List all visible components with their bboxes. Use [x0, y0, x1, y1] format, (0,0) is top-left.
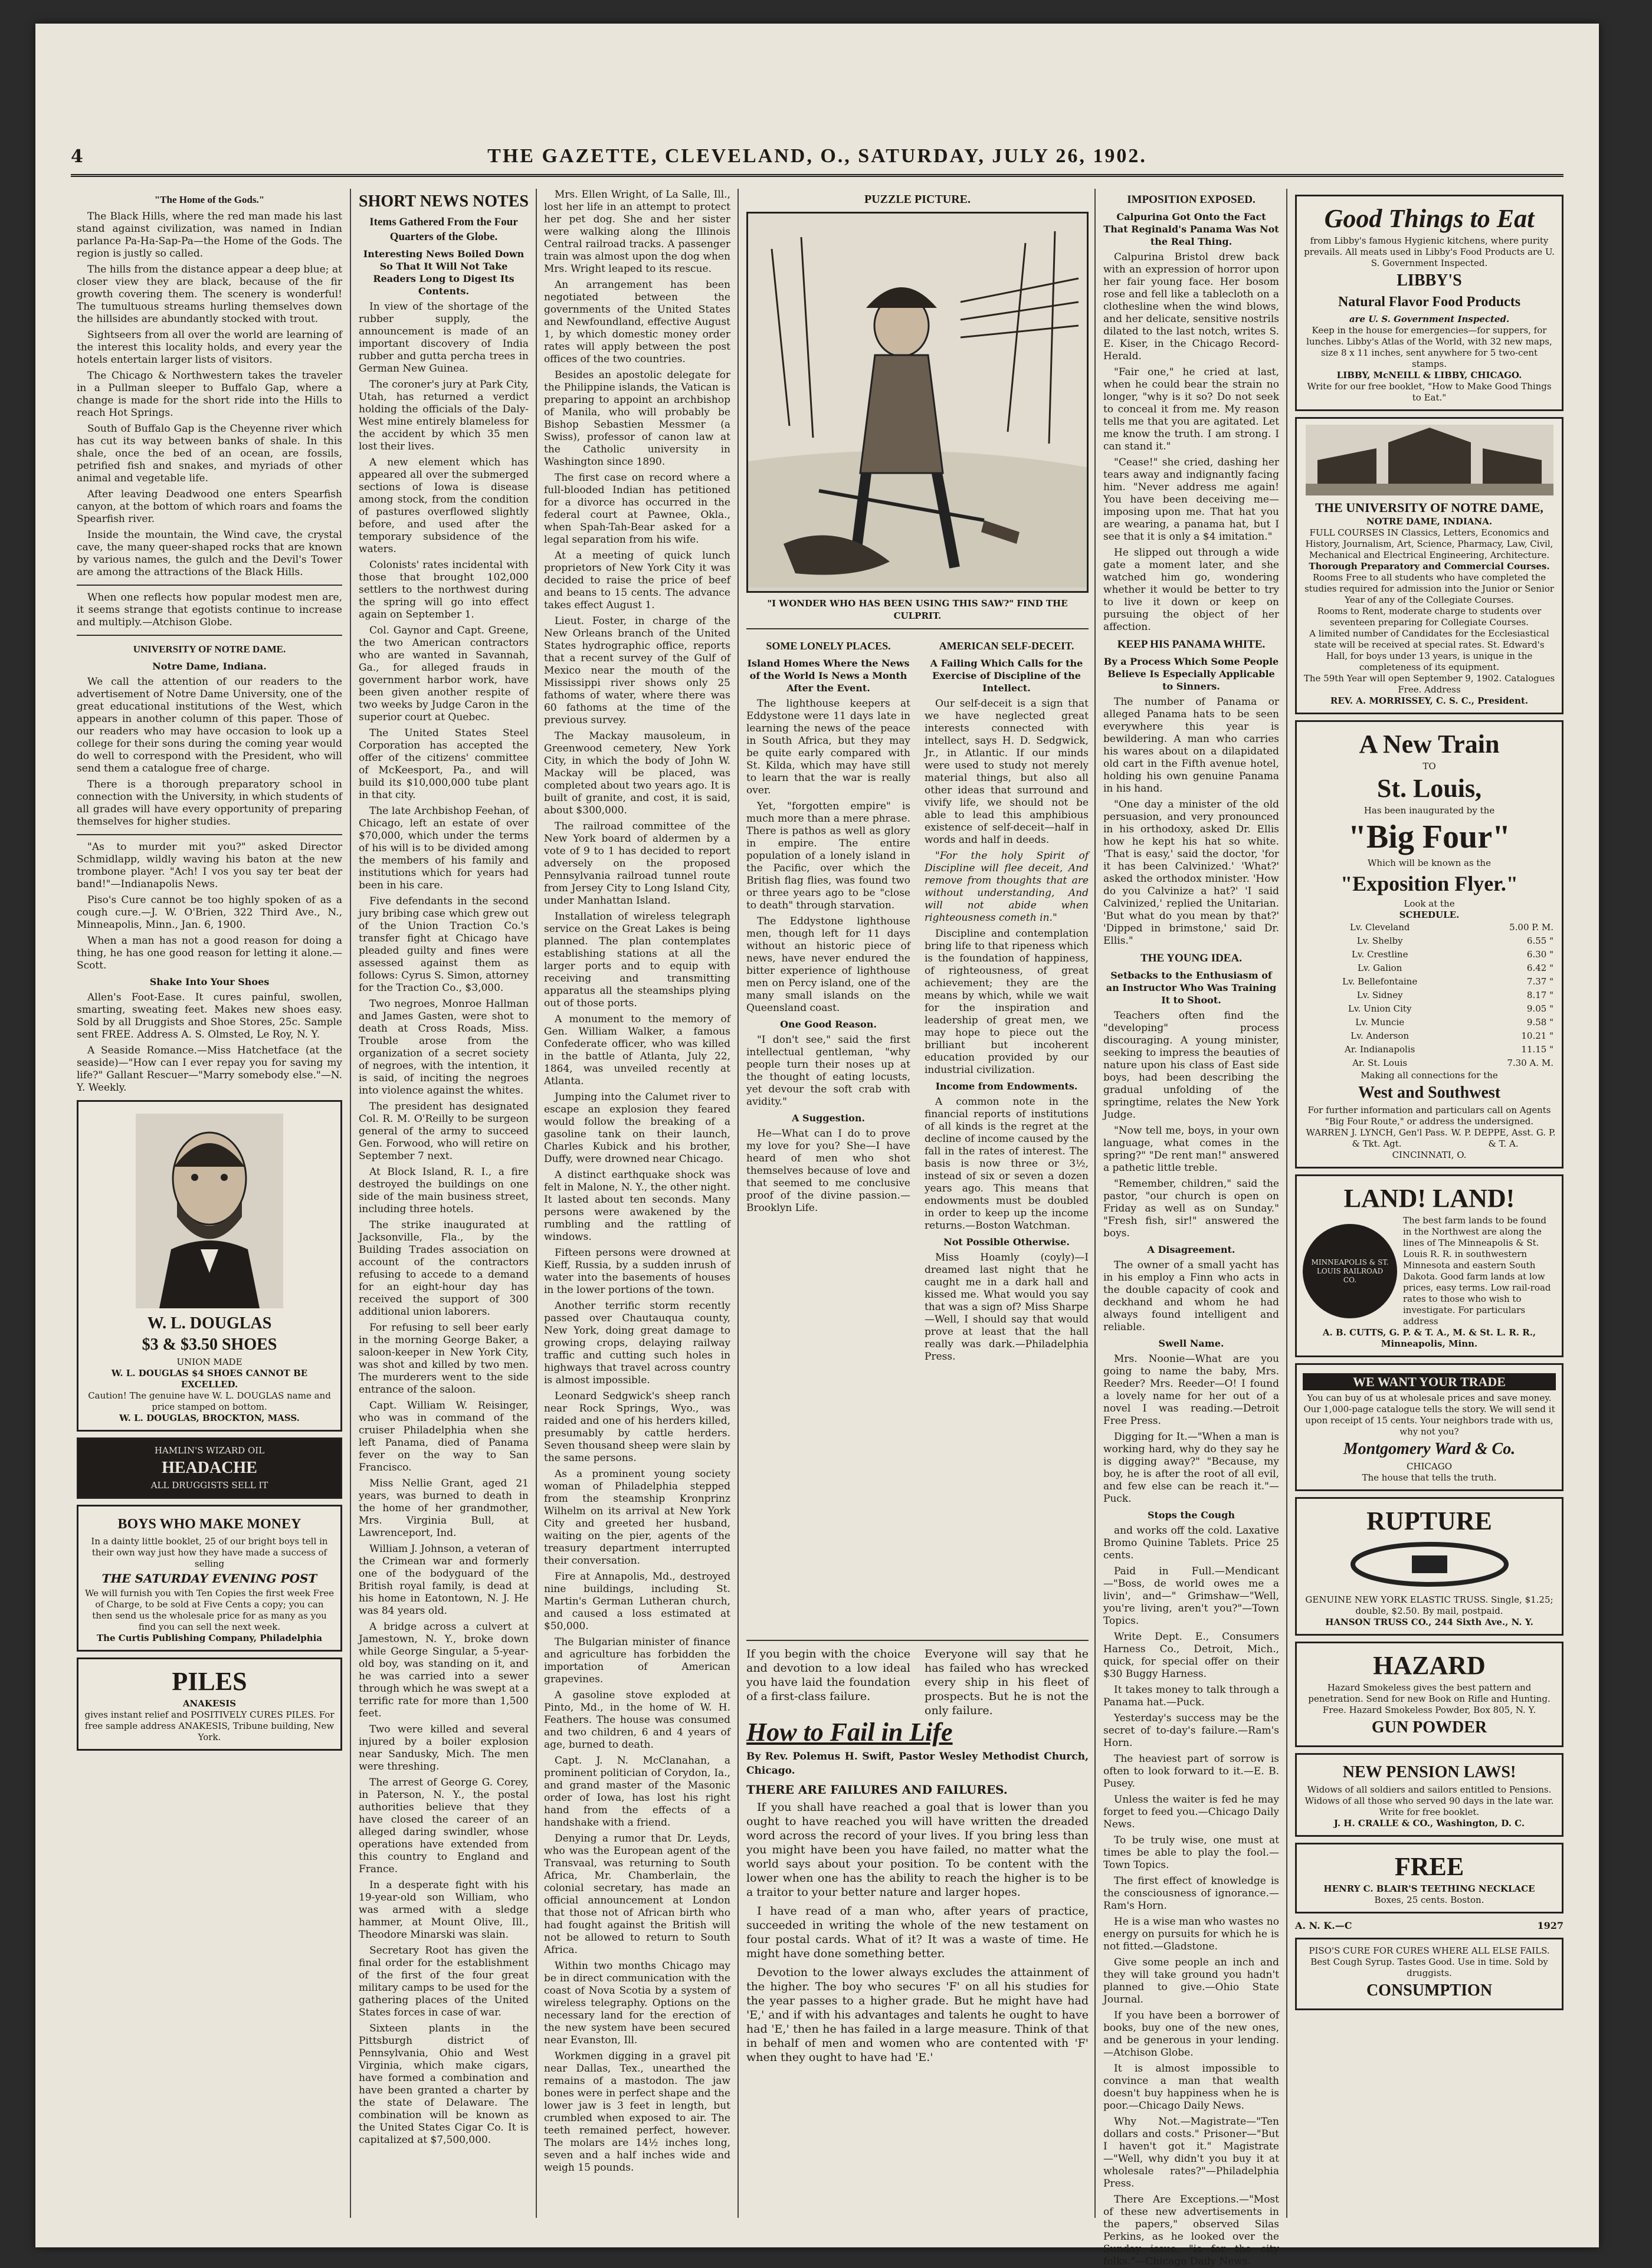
- schedule-station: Lv. Shelby: [1356, 936, 1403, 946]
- paragraph: He is a wise man who wastes no energy on pursuits for which he is not fitted.—Gladstone.: [1103, 1916, 1279, 1952]
- article-title: KEEP HIS PANAMA WHITE.: [1117, 638, 1266, 651]
- printer-code: [1295, 1919, 1564, 1932]
- ad-line: HAMLIN'S WIZARD OIL: [154, 1445, 265, 1456]
- ad-text: The best farm lands to be found in the Northwest are along the lines of The Minneapolis & St. Louis R. R. in southwestern Minnesota and eastern South Dakota. Good farm lands at low prices, easy terms. Low rail-road rates to those who wish to investigate. For particulars address: [1403, 1215, 1551, 1327]
- paragraph: Capt. J. N. McClanahan, a prominent politician of Corydon, Ia., and grand master of the Masonic order of Iowa, has lost his right hand from the effects of a handshake with a friend.: [544, 1755, 730, 1829]
- ad-headline: HEADACHE: [162, 1459, 257, 1477]
- paragraph: Two were killed and several injured by a boiler explosion near Sandusky, Mich. The men were threshing.: [359, 1724, 529, 1773]
- ad-headline: BOYS WHO MAKE MONEY: [117, 1517, 301, 1532]
- paragraph: When one reflects how popular modest men are, it seems strange that egotists continue to increase and multiply.—Atchison Globe.: [77, 592, 342, 628]
- paragraph: If you shall have reached a goal that is lower than you ought to have reached you will have written the dreaded word across the record of your lives. If you bring less than you might have been you have failed, no matter what the world says about your position. To be content with the lower when one has the ability to reach the higher is to be a traitor to your better nature and larger hopes.: [746, 1801, 1089, 1899]
- separator: [746, 628, 1089, 629]
- paragraph: The United States Steel Corporation has accepted the offer of the citizens' committee of McKeesport, Pa., and will build its $10,000,000 tube plant in that city.: [359, 727, 529, 801]
- ad-company: J. H. CRALLE & CO., Washington, D. C.: [1333, 1818, 1525, 1829]
- paragraph: William J. Johnson, a veteran of the Crimean war and formerly one of the bodyguard of the British royal family, is dead at his home in Eatontown, N. J. He was 84 years old.: [359, 1543, 529, 1617]
- paragraph: Denying a rumor that Dr. Leyds, who was the European agent of the Transvaal, was returning to South Africa, Mr. Chamberlain, the colonial secretary, has made an official announcement at London that those not of African birth who had fought against the British will not be allowed to return to South Africa.: [544, 1833, 730, 1956]
- schedule-station: Lv. Cleveland: [1349, 922, 1410, 933]
- ad-headline: FREE: [1394, 1852, 1464, 1881]
- schedule-row: [1303, 1029, 1556, 1043]
- article-subtitle: A Failing Which Calls for the Exercise of Discipline of the Intellect.: [930, 658, 1083, 694]
- paragraph: A monument to the memory of Gen. William Walker, a famous Confederate officer, who was killed in the battle of Atlanta, July 22, 1864, was unveiled recently at Atlanta.: [544, 1013, 730, 1087]
- ad-paper-name: THE SATURDAY EVENING POST: [101, 1571, 317, 1586]
- paragraph: Paid in Full.—Mendicant—"Boss, de world owes me a livin', and—" Grimshaw—"Well, you're living, aren't you?"—Town Topics.: [1103, 1565, 1279, 1627]
- paragraph: It takes money to talk through a Panama hat.—Puck.: [1103, 1684, 1279, 1708]
- schedule-row: [1303, 975, 1556, 989]
- schedule-station: Lv. Crestline: [1351, 949, 1408, 960]
- column-2: [359, 189, 529, 2218]
- schedule-row: [1303, 1002, 1556, 1016]
- ad-text: gives instant relief and POSITIVELY CURES PILES. For free sample address ANAKESIS, Tribune building, New York.: [84, 1709, 335, 1742]
- masthead: [71, 139, 1564, 177]
- ad-brand: LIBBY'S: [1397, 271, 1462, 290]
- piso-cure-ad: [1295, 1938, 1564, 2010]
- paragraph: Leonard Sedgwick's sheep ranch near Rock Springs, Wyo., was raided and one of his herders killed, presumably by cattle herders. Seven thousand sheep were slain by the same persons.: [544, 1390, 730, 1464]
- paragraph: "Now tell me, boys, in your own language, what comes in the spring?" "De rent man!" answered a pathetic little treble.: [1103, 1125, 1279, 1174]
- paragraph: "Cease!" she cried, dashing her tears away and indignantly facing him. "Never address me again! You have been deceiving me—imposing upon me. That hat you are wearing, a panama hat, but I see that it is only a $4 imitation.": [1103, 457, 1279, 543]
- paragraph: Mrs. Ellen Wright, of La Salle, Ill., lost her life in an attempt to protect her pet dog. She and her sister were walking along the Illinois Central railroad tracks. A passenger train was almost upon the dog when Mrs. Wright leaped to its rescue.: [544, 189, 730, 275]
- paragraph: Jumping into the Calumet river to escape an explosion they feared would follow the breaking of a gasoline tank on their launch, Charles Kubick and his brother, Duffy, were drowned near Chicago.: [544, 1091, 730, 1165]
- paragraph: There Are Exceptions.—"Most of these new advertisements in the papers," observed Silas Perkins, as he looked over the Sunday issue, "is for the city folks."—Chicago Daily News.: [1103, 2194, 1279, 2267]
- schedule-row: [1303, 1056, 1556, 1070]
- article-subtitle: Island Homes Where the News of the World Is News a Month After the Event.: [747, 658, 910, 694]
- paragraph: A new element which has appeared all over the submerged sections of Iowa is disease among stock, from the condition of pastures overflowed slightly before, and used after the temporary subsidence of the waters.: [359, 457, 529, 555]
- article-title: Swell Name.: [1158, 1338, 1224, 1349]
- paragraph: Discipline and contemplation bring life to that ripeness which is the foundation of happiness, of righteousness, of great achievement; they are the means by which, while we wait for the inspiration and leadership of great men, we may hope to piece out the brilliant but incoherent education provided by our industrial civilization.: [925, 928, 1089, 1076]
- article-title: IMPOSITION EXPOSED.: [1127, 193, 1256, 206]
- paragraph: There is a thorough preparatory school in connection with the University, in which students of all grades will have every opportunity of preparing themselves for higher studies.: [77, 779, 342, 828]
- paragraph: In a desperate fight with his 19-year-old son William, who was armed with a sledge hammer, at Mount Olive, Ill., Theodore Minarski was slain.: [359, 1879, 529, 1941]
- separator: [77, 834, 342, 835]
- boys-money-ad: [77, 1505, 342, 1652]
- ad-headline: Good Things to Eat: [1324, 204, 1535, 233]
- article-title: One Good Reason.: [780, 1019, 877, 1030]
- ad-headline: RUPTURE: [1366, 1506, 1492, 1535]
- intro-right: Everyone will say that he has failed who has wrecked every ship in his fleet of prospects. But he is not the only failure.: [925, 1647, 1089, 1717]
- paragraph: Write Dept. E., Consumers Harness Co., Detroit, Mich., quick, for special offer on their $30 Buggy Harness.: [1103, 1631, 1279, 1680]
- paragraph: The president has designated Col. R. M. O'Reilly to be surgeon general of the army to succeed Gen. Forwood, who will retire on September 7 next.: [359, 1101, 529, 1162]
- schedule-time: 5.00 P. M.: [1509, 922, 1553, 933]
- newspaper-title: THE GAZETTE, CLEVELAND, O., SATURDAY, JULY 26, 1902.: [487, 145, 1147, 167]
- paragraph: An arrangement has been negotiated between the governments of the United States and Newfoundland, effective August 1, by which domestic money order rates will apply between the post offices of the two countries.: [544, 279, 730, 365]
- paragraph: The lighthouse keepers at Eddystone were 11 days late in learning the news of the peace in South Africa, but they may be quite early compared with St. Kilda, which may have still to learn that the war is really over.: [746, 698, 910, 796]
- paragraph: Another terrific storm recently passed over Chautauqua county, New York, doing great damage to growing crops, delaying railway traffic and cutting such holes in highways that travel across country is almost impossible.: [544, 1300, 730, 1386]
- ad-agent: W. P. DEPPE, Asst. G. P. & T. A.: [1451, 1127, 1556, 1149]
- schedule-row: [1303, 934, 1556, 948]
- paragraph: The Black Hills, where the red man made his last stand against civilization, was named in Indian parlance Pa-Ha-Sap-Pa—the Home of the Gods. The region is justly so called.: [77, 211, 342, 260]
- article-title: Income from Endowments.: [935, 1081, 1078, 1092]
- ad-text: Rooms to Rent, moderate charge to students over seventeen preparing for Collegiate Courses.: [1317, 606, 1542, 628]
- article-title: Stops the Cough: [1147, 1509, 1235, 1521]
- piles-ad: [77, 1657, 342, 1751]
- hazard-powder-ad: [1295, 1642, 1564, 1747]
- paragraph: Lieut. Foster, in charge of the New Orleans branch of the United States hydrographic office, reports that a recent survey of the Gulf of Mexico near the mouth of the Mississippi river shows only 25 fathoms of water, where there was 60 fathoms at the time of the previous survey.: [544, 615, 730, 726]
- article-title: AMERICAN SELF-DECEIT.: [939, 640, 1074, 652]
- paragraph: The Eddystone lighthouse men, though left for 11 days without an historic piece of news, have never endured the bitter experience of lighthouse men on Percy island, one of the many small islands on the Queensland coast.: [746, 915, 910, 1014]
- self-deceit-article: [925, 635, 1089, 1367]
- ad-headline: HAZARD: [1373, 1651, 1486, 1680]
- paragraph: The coroner's jury at Park City, Utah, has returned a verdict holding the officials of the Daly-West mine entirely blameless for the accident by which 35 men lost their lives.: [359, 379, 529, 452]
- paragraph: The Bulgarian minister of finance and agriculture has forbidden the importation of American grapevines.: [544, 1636, 730, 1685]
- puzzle-title: PUZZLE PICTURE.: [864, 193, 971, 206]
- paragraph: "As to murder mit you?" asked Director Schmidlapp, wildly waving his baton at the new trombone player. "Ach! I vos you say ter beat der band!"—Indianapolis News.: [77, 841, 342, 890]
- article-subtitle: Notre Dame, Indiana.: [152, 661, 267, 672]
- paragraph: The railroad committee of the New York board of aldermen by a vote of 9 to 1 has decided to report adversely on the proposed Pennsylvania railroad tunnel route from Jersey City to Long Island City, under Manhattan Island.: [544, 820, 730, 907]
- ad-text: For further information and particulars call on Agents "Big Four Route," or address the undersigned.: [1307, 1105, 1551, 1127]
- railroad-seal: MINNEAPOLIS & ST. LOUIS RAILROAD CO.: [1303, 1224, 1397, 1318]
- schedule-time: 9.05 ": [1526, 1003, 1553, 1014]
- paragraph: The first effect of knowledge is the consciousness of ignorance.—Ram's Horn.: [1103, 1875, 1279, 1912]
- ad-text: A limited number of Candidates for the Ecclesiastical state will be received at special rates. St. Edward's Hall, for boys under 13 years, is unique in the completeness of its equipment.: [1309, 628, 1549, 672]
- paragraph: The Chicago & Northwestern takes the traveler in a Pullman sleeper to Buffalo Gap, where a change is made for the short ride into the Hills to reach Hot Springs.: [77, 370, 342, 419]
- ad-tag: UNION MADE: [176, 1357, 242, 1367]
- paragraph: He—What can I do to prove my love for you? She—I have heard of men who shot themselves because of love and that seemed to me conclusive proof of the divine passion.—Brooklyn Life.: [746, 1128, 910, 1214]
- paragraph: Devotion to the lower always excludes the attainment of the higher. The boy who secures 'F' on all his studies for the year passes to a higher grade. But he might have had 'E,' and if with his advantages and talents he ought to have had 'E,' then he has failed in a large measure. Think of that in behalf of men and women who are contented with 'F' when they ought to have had 'E.': [746, 1966, 1089, 2064]
- paragraph: Give some people an inch and they will take ground you hadn't planned to give.—Ohio State Journal.: [1103, 1957, 1279, 2006]
- ad-place: NOTRE DAME, INDIANA.: [1366, 516, 1493, 527]
- ad-headline: CONSUMPTION: [1366, 1981, 1493, 2000]
- paragraph: Besides an apostolic delegate for the Philippine islands, the Vatican is preparing to appoint an archbishop of Manila, who will probably be Bishop Sebastien Messmer (a Swiss), professor of canon law at the Catholic university in Washington since 1890.: [544, 369, 730, 468]
- truss-icon: [1341, 1538, 1518, 1591]
- paragraph: Piso's Cure cannot be too highly spoken of as a cough cure.—J. W. O'Brien, 322 Third Ave., N., Minneapolis, Minn., Jan. 6, 1900.: [77, 894, 342, 931]
- ad-footer: The house that tells the truth.: [1362, 1472, 1497, 1483]
- article-subtitle: Setbacks to the Enthusiasm of an Instructor Who Was Training It to Shoot.: [1106, 970, 1277, 1006]
- column-rule: [350, 189, 351, 2218]
- schedule-time: 9.58 ": [1526, 1017, 1553, 1028]
- paragraph: Fire at Annapolis, Md., destroyed nine buildings, including St. Martin's German Lutheran church, and caused a loss estimated at $50,000.: [544, 1571, 730, 1632]
- section-subtitle: Items Gathered From the Four Quarters of the Globe.: [369, 216, 518, 243]
- column-rule: [738, 189, 739, 2218]
- paragraph: A bridge across a culvert at Jamestown, N. Y., broke down while George Singular, a 5-year-old boy, was standing on it, and he was carried into a sewer through which he was swept at a terrific rate for more than 1,500 feet.: [359, 1621, 529, 1719]
- article-title: "The Home of the Gods.": [154, 194, 265, 205]
- montgomery-ward-ad: [1295, 1363, 1564, 1491]
- ad-brand: THE UNIVERSITY OF NOTRE DAME,: [1315, 500, 1543, 515]
- man-portrait-icon: [136, 1114, 283, 1308]
- paragraph: The Mackay mausoleum, in Greenwood cemetery, New York City, in which the body of John W. Mackay will be placed, was completed about two years ago. It is built of granite, and cost, it is said, about $300,000.: [544, 730, 730, 816]
- ad-train-name: "Exposition Flyer.": [1340, 872, 1518, 895]
- big-four-ad: [1295, 720, 1564, 1169]
- ad-headline: St. Louis,: [1376, 774, 1482, 803]
- ad-company: W. L. DOUGLAS, BROCKTON, MASS.: [119, 1413, 300, 1423]
- paragraph: Sightseers from all over the world are learning of the interest this locality holds, and every year the hotels entertain larger lists of visitors.: [77, 329, 342, 366]
- column-1: [77, 189, 342, 2218]
- paragraph: and works off the cold. Laxative Bromo Quinine Tablets. Price 25 cents.: [1103, 1525, 1279, 1561]
- ad-company: LIBBY, McNEILL & LIBBY, CHICAGO.: [1336, 370, 1522, 380]
- ad-text: In a dainty little booklet, 25 of our bright boys tell in their own way just how they have made a success of selling: [91, 1536, 328, 1569]
- paragraph: Miss Hoamly (coyly)—I dreamed last night that he caught me in a dark hall and kissed me. What would you say that was a sign of? Miss Sharpe—Well, I should say that would prove at least that the hall really was dark.—Philadelphia Press.: [925, 1252, 1089, 1363]
- paragraph: The arrest of George G. Corey, in Paterson, N. Y., the postal authorities believe that they have closed the career of an alleged daring swindler, whose operations have extended from this country to England and France.: [359, 1777, 529, 1875]
- notre-dame-ad: [1295, 417, 1564, 714]
- paragraph: We call the attention of our readers to the advertisement of Notre Dame University, one of the great educational institutions of the West, which appears in another column of this paper. Those of our readers who may have occasion to look up a college for their sons during the coming year would do well to correspond with the President, who will send them a catalogue free of charge.: [77, 676, 342, 774]
- article-title: SOME LONELY PLACES.: [766, 640, 891, 652]
- ad-city: CHICAGO: [1406, 1461, 1453, 1472]
- two-column-articles: [746, 635, 1089, 1367]
- paragraph: Workmen digging in a gravel pit near Dallas, Tex., unearthed the remains of a mastodon. The jaw bones were in perfect shape and the lower jaw is 3 feet in length, but crumbled when exposed to air. The teeth remained perfect, however. The molars are 14½ inches long, seven and a half inches wide and weigh 15 pounds.: [544, 2050, 730, 2174]
- ad-text: Widows of all soldiers and sailors entitled to Pensions. Widows of all those who served 90 days in the late war. Write for free booklet.: [1304, 1784, 1554, 1817]
- paragraph: Installation of wireless telegraph service on the Great Lakes is being planned. The plan contemplates establishing stations at all the larger ports and to equip with receiving and transmitting apparatus all the steamships plying out of those ports.: [544, 911, 730, 1009]
- schedule-time: 7.37 ": [1526, 976, 1553, 987]
- column-rule: [536, 189, 537, 2218]
- paragraph: In view of the shortage of the rubber supply, the announcement is made of an important discovery of India rubber and gutta percha trees in German New Guinea.: [359, 301, 529, 375]
- paragraph: The number of Panama or alleged Panama hats to be seen everywhere this year is bewildering. A man who carries his wares about on a dilapidated old cart in the Fifth avenue hotel, holding his own genuine Panama in his hand.: [1103, 696, 1279, 795]
- ad-footer: Boxes, 25 cents. Boston.: [1374, 1895, 1484, 1905]
- paragraph: The owner of a small yacht has in his employ a Finn who acts in the double capacity of cook and deckhand and whom he had always found intelligent and reliable.: [1103, 1259, 1279, 1333]
- newspaper-page: [35, 24, 1599, 2267]
- ad-line: Making all connections for the: [1361, 1070, 1498, 1081]
- ad-text: We will furnish you with Ten Copies the first week Free of Charge, to be sold at Five Cents a copy; you can then send us the wholesale price for as many as you find you can sell the next week.: [84, 1588, 334, 1632]
- paragraph: South of Buffalo Gap is the Cheyenne river which has cut its way between banks of shale. In this shale, once the bed of an ocean, are fossils, petrified fish and snakes, and myriads of other animal and vegetable life.: [77, 423, 342, 484]
- ad-headline: WE WANT YOUR TRADE: [1303, 1373, 1556, 1390]
- paragraph: It is almost impossible to convince a man that wealth doesn't buy happiness when he is poor.—Chicago Daily News.: [1103, 2063, 1279, 2112]
- article-title: How to Fail in Life: [746, 1718, 953, 1747]
- ad-contact: A. B. CUTTS, G. P. & T. A., M. & St. L. R. R., Minneapolis, Minn.: [1322, 1327, 1536, 1349]
- ad-text: from Libby's famous Hygienic kitchens, where purity prevails. All meats used in Libby's Food Products are U. S. Government Inspected.: [1304, 235, 1555, 268]
- ad-text: PISO'S CURE FOR CURES WHERE ALL ELSE FAILS. Best Cough Syrup. Tastes Good. Use in time. Sold by druggists.: [1309, 1945, 1550, 1978]
- article-title: Not Possible Otherwise.: [943, 1236, 1070, 1248]
- printer-code-left: A. N. K.—C: [1295, 1920, 1352, 1931]
- paragraph: Inside the mountain, the Wind cave, the crystal cave, the many queer-shaped rocks that are known by various names, the gulch and the Devil's Tower are among the attractions of the Black Hills.: [77, 529, 342, 578]
- paragraph: After leaving Deadwood one enters Spearfish canyon, at the bottom of which roars and foams the Spearfish river.: [77, 488, 342, 525]
- column-6-ads: [1295, 189, 1564, 2218]
- schedule-station: Lv. Anderson: [1351, 1030, 1410, 1041]
- schedule-station: Lv. Galion: [1357, 963, 1402, 973]
- ad-footer: Write for our free booklet, "How to Make Good Things to Eat.": [1307, 381, 1552, 403]
- schedule-row: [1303, 1016, 1556, 1029]
- libby-ad: [1295, 195, 1564, 411]
- column-rule: [1286, 189, 1287, 2218]
- land-ad-body: [1303, 1215, 1556, 1327]
- quotation: "For the holy Spirit of Discipline will flee deceit, And remove from thoughts that are without understanding, And will not abide when righteousness cometh in.": [925, 850, 1089, 924]
- paragraph: Five defendants in the second jury bribing case which grew out of the Union Traction Co.'s transfer fight at Chicago have pleaded guilty and fines were assessed against them as follows: Cyrus S. Simon, attorney for the Traction Co., $3,000.: [359, 895, 529, 994]
- article-subtitle: By a Process Which Some People Believe Is Especially Applicable to Sinners.: [1103, 656, 1279, 692]
- column-rule: [1094, 189, 1096, 2218]
- hamlin-ad: [77, 1437, 342, 1499]
- ad-line: W. L. DOUGLAS $4 SHOES CANNOT BE EXCELLED.: [111, 1368, 308, 1390]
- paragraph: Allen's Foot-Ease. It cures painful, swollen, smarting, sweating feet. Makes new shoes easy. Sold by all Druggists and Shoe Stores, 25c. Sample sent FREE. Address A. S. Olmsted, Le Roy, N. Y.: [77, 992, 342, 1041]
- paragraph: Teachers often find the "developing" process discouraging. A young minister, seeking to impress the beauties of nature upon his class of East side boys, had been describing the gradual unfolding of the springtime, relates the New York Judge.: [1103, 1010, 1279, 1121]
- paragraph: Digging for It.—"When a man is working hard, why do they say he is digging away?" "Because, my boy, he is after the root of all evil, and few else can be reach it."—Puck.: [1103, 1431, 1279, 1505]
- ad-city: CINCINNATI, O.: [1392, 1150, 1467, 1160]
- ad-line: Which will be known as the: [1368, 858, 1491, 868]
- paragraph: He slipped out through a wide gate a moment later, and she watched him go, wondering whether it would be better to try to live it down or keep on pursuing the object of her affection.: [1103, 547, 1279, 633]
- article-title: UNIVERSITY OF NOTRE DAME.: [133, 644, 286, 655]
- ad-text: FULL COURSES IN Classics, Letters, Economics and History, Journalism, Art, Science, Pharmacy, Law, Civil, Mechanical and Electrical Engineering, Architecture.: [1305, 527, 1553, 560]
- paragraph: The strike inaugurated at Jacksonville, Fla., by the Building Trades association on account of the contractors refusing to accede to a demand for an eight-hour day has received the support of 300 additional union laborers.: [359, 1219, 529, 1318]
- ad-brand: ANAKESIS: [182, 1698, 237, 1709]
- paragraph: As a prominent young society woman of Philadelphia stepped from the steamship Kronprinz Wilhelm on its arrival at New York City and greeted her husband, waiting on the pier, agents of the treasury department interrupted their conversation.: [544, 1468, 730, 1567]
- article-title: A Suggestion.: [791, 1112, 866, 1124]
- article-subtitle: Calpurina Got Onto the Fact That Reginald's Panama Was Not the Real Thing.: [1103, 211, 1279, 247]
- schedule-row: [1303, 989, 1556, 1002]
- schedule-row: [1303, 1043, 1556, 1056]
- schedule-station: Lv. Sidney: [1356, 990, 1403, 1000]
- paragraph: When a man has not a good reason for doing a thing, he has one good reason for letting it alone.—Scott.: [77, 935, 342, 971]
- ad-company: HANSON TRUSS CO., 244 Sixth Ave., N. Y.: [1325, 1617, 1533, 1627]
- article-byline: By Rev. Polemus H. Swift, Pastor Wesley Methodist Church, Chicago.: [746, 1751, 1089, 1777]
- ad-footer: GUN POWDER: [1371, 1718, 1487, 1737]
- ad-line: ALL DRUGGISTS SELL IT: [150, 1480, 268, 1491]
- ad-text: You can buy of us at wholesale prices and save money. Our 1,000-page catalogue tells the story. We will send it upon receipt of 15 cents. Your neighbors trade with us, why not you?: [1303, 1393, 1555, 1437]
- pension-ad: [1295, 1753, 1564, 1837]
- paragraph: Secretary Root has given the final order for the establishment of the first of the four great military camps to be used for the gathering places of the United States forces in case of war.: [359, 1945, 529, 2018]
- separator: [77, 635, 342, 636]
- schedule-row: [1303, 921, 1556, 934]
- section-kicker: Interesting News Boiled Down So That It Will Not Take Readers Long to Digest Its Contents.: [363, 248, 525, 297]
- rupture-truss-ad: [1295, 1497, 1564, 1636]
- schedule-row: [1303, 961, 1556, 975]
- puzzle-caption: "I WONDER WHO HAS BEEN USING THIS SAW?" FIND THE CULPRIT.: [767, 598, 1068, 621]
- lonely-places-article: [746, 635, 910, 1367]
- schedule-station: Lv. Union City: [1348, 1003, 1412, 1014]
- ad-text: GENUINE NEW YORK ELASTIC TRUSS. Single, $1.25; double, $2.50. By mail, postpaid.: [1305, 1594, 1553, 1616]
- ad-line: Look at the: [1404, 898, 1455, 909]
- printer-code-right: 1927: [1537, 1920, 1564, 1931]
- article-title: Shake Into Your Shoes: [149, 976, 270, 987]
- column-3: [544, 189, 730, 2218]
- paragraph: The first case on record where a full-blooded Indian has petitioned for a divorce has occurred in the federal court at Pawnee, Okla., when Spah-Tah-Bear asked for a legal separation from his wife.: [544, 472, 730, 546]
- ad-headline: West and Southwest: [1358, 1084, 1501, 1102]
- schedule-station: Lv. Bellefontaine: [1342, 976, 1418, 987]
- paragraph: To be truly wise, one must at times be able to play the fool.—Town Topics.: [1103, 1834, 1279, 1871]
- ad-text: The 59th Year will open September 9, 1902. Catalogues Free. Address: [1303, 673, 1555, 695]
- ad-line: Caution! The genuine have W. L. DOUGLAS name and price stamped on bottom.: [88, 1390, 331, 1412]
- ad-brand: W. L. DOUGLAS: [147, 1314, 272, 1332]
- ad-brand: Montgomery Ward & Co.: [1343, 1440, 1516, 1458]
- paragraph: Yet, "forgotten empire" is much more than a mere phrase. There is pathos as well as glory in empire. The entire population of a lonely island in the Pacific, over which the British flag flies, was found two or three years ago to be "close to death" through starvation.: [746, 800, 910, 911]
- article-intro: [746, 1647, 1089, 1718]
- paragraph: I have read of a man who, after years of practice, succeeded in writing the whole of the new testament on four postal cards. What of it? It was a waste of time. He might have done something better.: [746, 1905, 1089, 1960]
- paragraph: Fifteen persons were drowned at Kieff, Russia, by a sudden inrush of water into the basements of houses in the lower portions of the town.: [544, 1247, 730, 1296]
- article-title: THE YOUNG IDEA.: [1140, 952, 1242, 964]
- paragraph: "One day a minister of the old persuasion, and very pronounced in his orthodoxy, asked Dr. Ellis how he kept his hat so white. 'That is easy,' said the doctor, 'for it has been Calvinized.' 'What?' asked the orthodox minister. 'How do you Calvinize a hat?' 'I said Calvinized,' replied the Unitarian. 'But what do you mean by that?' 'Dipped in brimstone,' said Dr. Ellis.": [1103, 799, 1279, 947]
- paragraph: A Seaside Romance.—Miss Hatchetface (at the seaside)—"How can I ever repay you for saving my life?" Gallant Rescuer—"Marry somebody else."—N. Y. Weekly.: [77, 1045, 342, 1094]
- paragraph: The late Archbishop Feehan, of Chicago, left an estate of over $70,000, which under the terms of his will is to be divided among the members of his family and institutions which for years had been in his care.: [359, 805, 529, 891]
- schedule-time: 8.17 ": [1526, 990, 1553, 1000]
- schedule-station: Ar. St. Louis: [1352, 1058, 1408, 1068]
- puzzle-illustration: [746, 212, 1089, 593]
- paragraph: Yesterday's success may be the secret of to-day's failure.—Ram's Horn.: [1103, 1712, 1279, 1749]
- douglas-shoes-ad: [77, 1100, 342, 1432]
- schedule-time: 11.15 ": [1521, 1044, 1553, 1055]
- paragraph: "Fair one," he cried at last, when he could bear the strain no longer, "why is it so? Do not seek to conceal it from me. My reason tells me that you are agitated. Let me know the truth. I am strong. I can stand it.": [1103, 366, 1279, 452]
- paragraph: Within two months Chicago may be in direct communication with the coast of Nova Scotia by a system of wireless telegraphy. Options on the necessary land for the erection of the new system have been secured near Evanston, Ill.: [544, 1960, 730, 2046]
- paragraph: If you have been a borrower of books, buy one of the new ones, and be generous in your lending.—Atchison Globe.: [1103, 2010, 1279, 2059]
- paragraph: At a meeting of quick lunch proprietors of New York City it was decided to raise the price of beef and beans to 15 cents. The advance takes effect August 1.: [544, 550, 730, 611]
- ad-headline: PILES: [172, 1667, 247, 1696]
- ad-agents: [1303, 1127, 1556, 1150]
- separator: [746, 1640, 1089, 1641]
- paragraph: Our self-deceit is a sign that we have neglected great interests connected with intellect, says H. D. Sedgwick, Jr., in Atlantic. If our minds were used to study not merely material things, but also all other ideas that surround and vivify life, we should not be able to lead this amphibious existence of self-deceit—half in words and half in deeds.: [925, 698, 1089, 846]
- ad-text: HENRY C. BLAIR'S TEETHING NECKLACE: [1323, 1883, 1535, 1894]
- paragraph: "Remember, children," said the pastor, "our church is open on Friday as well as on Sunday." "Fresh fish, sir!" answered the boys.: [1103, 1178, 1279, 1239]
- ad-line: are U. S. Government Inspected.: [1349, 314, 1510, 324]
- paragraph: Capt. William W. Reisinger, who was in command of the cruiser Philadelphia when she left Panama, died of Panama fever on the way to San Francisco.: [359, 1400, 529, 1473]
- schedule-row: [1303, 948, 1556, 961]
- section-title: SHORT NEWS NOTES: [359, 192, 529, 211]
- ad-text: Hazard Smokeless gives the best pattern and penetration. Send for new Book on Rifle and Hunting. Free. Hazard Smokeless Powder, Box 805, N. Y.: [1308, 1682, 1551, 1715]
- paragraph: The hills from the distance appear a deep blue; at closer view they are black, because of the fir growth covering them. The scenery is wonderful! The tumultuous streams hurling themselves down the hillsides are abundantly stocked with trout.: [77, 264, 342, 325]
- paragraph: The heaviest part of sorrow is often to look forward to it.—E. B. Pusey.: [1103, 1753, 1279, 1790]
- intro-left: If you begin with the choice and devotion to a low ideal you have laid the foundation of a first-class failure.: [746, 1647, 910, 1703]
- paragraph: Miss Nellie Grant, aged 21 years, was burned to death in the home of her grandmother, Mrs. Virginia Bull, at Lawrenceport, Ind.: [359, 1478, 529, 1539]
- paragraph: Col. Gaynor and Capt. Greene, the two American contractors who are wanted in Savannah, Ga., for alleged frauds in government harbor work, have been given another respite of two weeks by Judge Caron in the superior court at Quebec.: [359, 625, 529, 723]
- ad-text: Rooms Free to all students who have completed the studies required for admission into the Junior or Senior Year of any of the Collegiate Courses.: [1304, 572, 1554, 605]
- schedule-time: 10.21 ": [1521, 1030, 1553, 1041]
- ad-headline: LAND! LAND!: [1343, 1184, 1515, 1213]
- train-schedule: [1303, 921, 1556, 1070]
- land-ad: [1295, 1174, 1564, 1357]
- ad-line: TO: [1422, 761, 1436, 772]
- teething-necklace-ad: [1295, 1843, 1564, 1913]
- ad-headline: A New Train: [1359, 730, 1500, 759]
- ad-brand: "Big Four": [1348, 819, 1511, 855]
- paragraph: A gasoline stove exploded at Pinto, Md., in the home of W. H. Feathers. The house was consumed and two children, 6 and 4 years of age, burned to death.: [544, 1689, 730, 1751]
- ad-text: Keep in the house for emergencies—for suppers, for lunches. Libby's Atlas of the World, with 32 new maps, size 8 x 11 inches, sent anywhere for 5 two-cent stamps.: [1306, 325, 1552, 369]
- paragraph: A distinct earthquake shock was felt in Malone, N. Y., the other night. It lasted about ten seconds. Many persons were awakened by the rumbling and the rattling of windows.: [544, 1169, 730, 1243]
- schedule-time: 7.30 A. M.: [1507, 1058, 1553, 1068]
- ad-product: Natural Flavor Food Products: [1338, 294, 1521, 310]
- ad-text: Thorough Preparatory and Commercial Courses.: [1309, 561, 1550, 572]
- ad-agent: WARREN J. LYNCH, Gen'l Pass. & Tkt. Agt.: [1306, 1127, 1448, 1149]
- paragraph: For refusing to sell beer early in the morning George Baker, a saloon-keeper in New York City, was shot and killed by two men. The murderers went to the side entrance of the saloon.: [359, 1322, 529, 1396]
- how-to-fail-article: [746, 1640, 1089, 2069]
- campus-building-icon: [1306, 425, 1553, 495]
- paragraph: Two negroes, Monroe Hallman and James Gasten, were shot to death at Cross Roads, Miss. Trouble arose from the organization of a secret society of negroes, with the intention, it is said, of inciting the negroes into violence against the whites.: [359, 998, 529, 1097]
- ad-contact: REV. A. MORRISSEY, C. S. C., President.: [1330, 695, 1529, 706]
- paragraph: Calpurina Bristol drew back with an expression of horror upon her fair young face. Her bosom rose and fell like a tablecloth on a clothesline when the wind blows, and her delicate, sensitive nostrils dilated to the last notch, writes S. E. Kiser, in the Chicago Record-Herald.: [1103, 251, 1279, 362]
- paragraph: Unless the waiter is fed he may forget to feed you.—Chicago Daily News.: [1103, 1794, 1279, 1830]
- article-heading: THERE ARE FAILURES AND FAILURES.: [746, 1783, 1008, 1797]
- paragraph: "I don't see," said the first intellectual gentleman, "why people turn their noses up at the thought of eating locusts, yet devour the soft crab with avidity.": [746, 1034, 910, 1108]
- paragraph: A common note in the financial reports of institutions of all kinds is the regret at the decline of income caused by the fall in the rates of interest. The basis is now three or 3½, instead of six or seven a dozen years ago. This means that endowments must be doubled in order to keep up the income returns.—Boston Watchman.: [925, 1096, 1089, 1232]
- column-5: [1103, 189, 1279, 2267]
- ad-line: SCHEDULE.: [1399, 910, 1460, 920]
- schedule-time: 6.30 ": [1526, 949, 1553, 960]
- ad-line: Has been inaugurated by the: [1363, 805, 1495, 816]
- page-number: 4: [71, 146, 83, 167]
- schedule-time: 6.55 ": [1526, 936, 1553, 946]
- schedule-station: Lv. Muncie: [1355, 1017, 1405, 1028]
- separator: [77, 585, 342, 586]
- woodcutter-scene-icon: [748, 214, 1087, 587]
- paragraph: Colonists' rates incidental with those that brought 102,000 settlers to the northwest during the spring will go into effect again on September 1.: [359, 559, 529, 621]
- schedule-station: Ar. Indianapolis: [1344, 1044, 1415, 1055]
- paragraph: At Block Island, R. I., a fire destroyed the buildings on one side of the main business street, including three hotels.: [359, 1166, 529, 1215]
- ad-price: $3 & $3.50 SHOES: [142, 1335, 277, 1354]
- ad-company: The Curtis Publishing Company, Philadelphia: [96, 1633, 323, 1643]
- paragraph: Why Not.—Magistrate—"Ten dollars and costs." Prisoner—"But I haven't got it." Magistrate—"Well, why didn't you buy it at wholesale rates?"—Philadelphia Press.: [1103, 2116, 1279, 2190]
- paragraph: Sixteen plants in the Pittsburgh district of Pennsylvania, Ohio and West Virginia, which make cigars, have formed a combination and have been granted a charter by the state of Delaware. The combination will be known as the United States Cigar Co. It is capitalized at $7,500,000.: [359, 2023, 529, 2146]
- article-title: A Disagreement.: [1147, 1244, 1235, 1255]
- portrait-illustration: [136, 1114, 283, 1308]
- paragraph: Mrs. Noonie—What are you going to name the baby, Mrs. Reeder? Mrs. Reeder—O! I found a lovely name for her out of a novel I was reading.—Detroit Free Press.: [1103, 1353, 1279, 1427]
- ad-headline: NEW PENSION LAWS!: [1342, 1763, 1516, 1781]
- center-section: [746, 189, 1089, 1628]
- schedule-time: 6.42 ": [1526, 963, 1553, 973]
